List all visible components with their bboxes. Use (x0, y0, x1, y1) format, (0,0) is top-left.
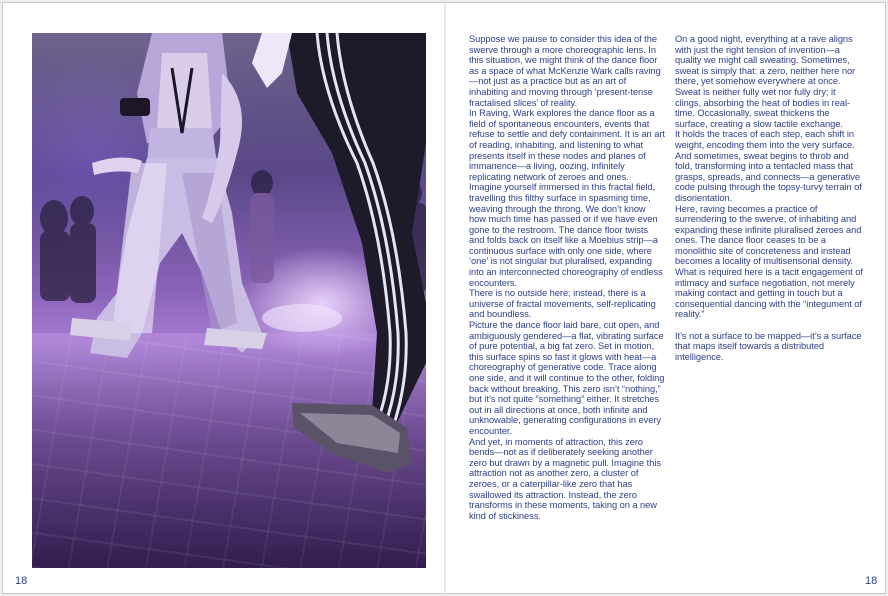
paragraph: It holds the traces of each step, each shift in weight, encoding them into the very surface. And sometimes, sweat begins to throb and fold, transforming into a tentacled mass that grasps, spreads, and connects—a generative code pulsing through the topsy-turvy terrain of disorientation. (675, 129, 862, 203)
paragraph: Here, raving becomes a practice of surrendering to the swerve, of inhabiting and expanding these infinite pluralised zeroes and ones. The dance floor ceases to be a monolithic site of concreteness and instead becomes a locality of multisensorial density. (675, 203, 862, 267)
paragraph: Suppose we pause to consider this idea of the swerve through a more choreographic lens. In this situation, we might think of the dance floor as a space of what McKenzie Wark calls raving—not just as a practice but as an art of inhabiting and moving through ‘present-tense fractalised slices’ of reality. (469, 34, 661, 108)
page-gutter (444, 3, 446, 593)
paragraph: And yet, in moments of attraction, this zero bends—not as if deliberately seeking another zero but drawn by a magnetic pull. Imagine this attraction not as another zero, a cluster of zeroes, or a caterpillar-like zero that has swallowed its attraction. Instead, the zero transforms in these moments, taking on a new kind of stickiness. (469, 436, 661, 521)
paragraph: Imagine yourself immersed in this fractal field, travelling this filthy surface in spasming time, weaving through the throng. We don’t know how much time has passed or if we have even gone to the restroom. The dance floor twists and folds back on itself like a Moebius strip—a continuous surface with only one side, where ‘one’ is not singular but pluralised, expanding into an interconnected choreography of endless encounters. (469, 182, 663, 288)
page-number-left: 18 (15, 575, 28, 587)
dance-floor-photo (32, 33, 426, 568)
paragraph: Picture the dance floor laid bare, cut open, and ambiguously gendered—a flat, vibrating surface of pure potential, a big fat zero. Set in motion, this surface spins so fast it glows with heat—a choreography of generative code. Trace along one side, and it will continue to the other, folding back without breaking. This zero isn’t “nothing,” but it’s not quite “something” either. It stretches out in all directions at once, both infinite and unknowable, generating configurations in every encounter. (469, 320, 665, 436)
paragraph: What is required here is a tacit engagement of intimacy and surface negotiation, not merely making contact and getting in touch but a consequential dancing with the “integument of reality.” (675, 267, 863, 320)
article-column-left (469, 34, 665, 521)
magazine-spread (2, 2, 886, 594)
paragraph: On a good night, everything at a rave aligns with just the right tension of invention—a quality we might call sweating. Sometimes, sweat is simply that: a zero, neither here nor there, yet somehow everywhere at once. Sweat is neither fully wet nor fully dry; it clings, absorbing the heat of bodies in real-time. Occasionally, sweat thickens the surface, creating a slow tactile exchange. (675, 34, 856, 129)
paragraph: In Raving, Wark explores the dance floor as a field of spontaneous encounters, events that refuse to settle and defy containment. It is an art of reading, inhabiting, and listening to what presents itself in these nodes and planes of immanence—a living, oozing, infinitely replicating network of zeroes and ones. (469, 108, 665, 182)
page-number-right: 18 (865, 575, 878, 587)
article-column-right (675, 34, 863, 362)
photo-figures (32, 33, 426, 568)
paragraph: There is no outside here; instead, there is a universe of fractal movements, self-replicating and boundless. (469, 288, 656, 320)
closing-paragraph: It’s not a surface to be mapped—it’s a surface that maps itself towards a distributed intelligence. (675, 330, 862, 362)
